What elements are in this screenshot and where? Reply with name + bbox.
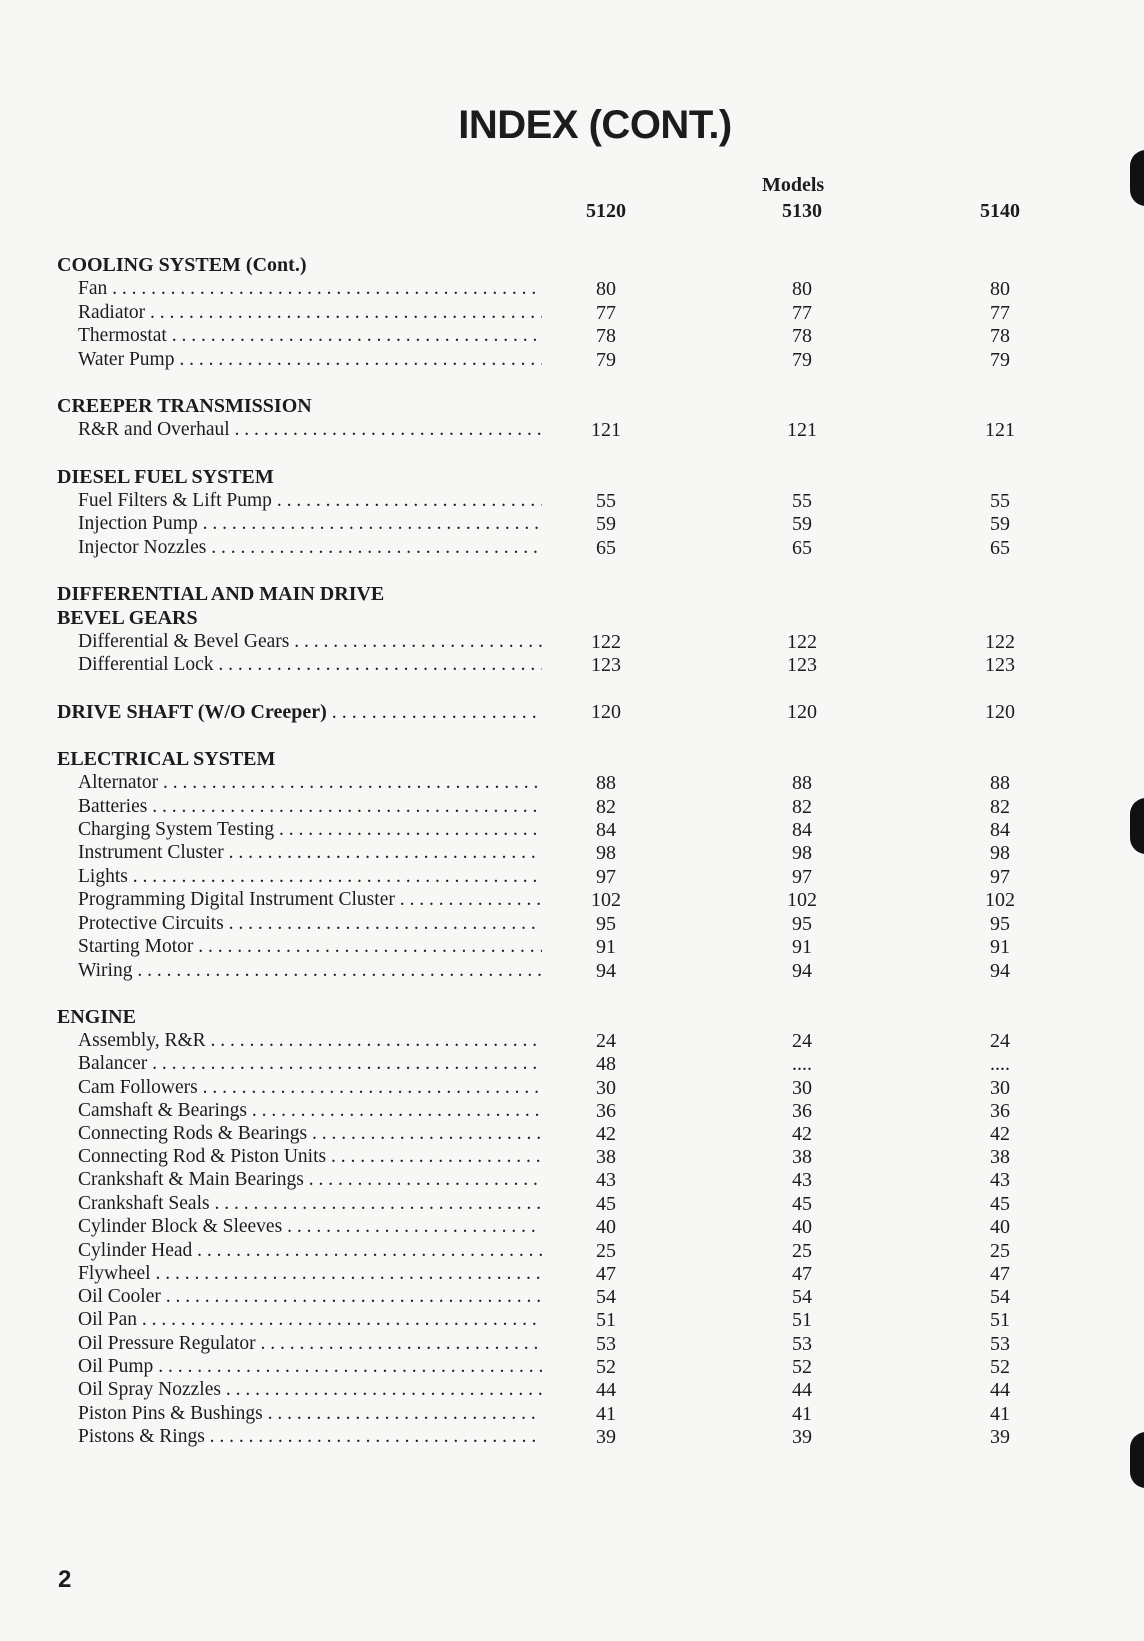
index-entry-label: Starting Motor . . . [78, 935, 542, 959]
section-tab-marker [1130, 1432, 1144, 1488]
section-entry-text: DRIVE SHAFT (W/O Creeper) [57, 701, 327, 723]
page-ref-5140: 95 [990, 913, 1010, 935]
page-ref-5120: 102 [591, 889, 621, 911]
section-heading-row [0, 1005, 1144, 1029]
index-entry-label: Injection Pump . . . [78, 512, 542, 536]
page-ref-5120: 25 [596, 1240, 616, 1262]
page-ref-5120: 94 [596, 960, 616, 982]
page-ref-5130: 79 [792, 349, 812, 371]
page-ref-5130: 98 [792, 842, 812, 864]
index-entry-row [0, 795, 1144, 819]
page-ref-5140: 30 [990, 1077, 1010, 1099]
index-entry-label: Cylinder Head . . . [78, 1239, 542, 1263]
page-ref-5120: 122 [591, 631, 621, 653]
section-heading: ELECTRICAL SYSTEM [57, 748, 276, 770]
page-ref-5140: 41 [990, 1403, 1010, 1425]
index-entry-label: Flywheel . . . [78, 1262, 542, 1286]
page-number: 2 [58, 1566, 72, 1593]
page-ref-5130: 25 [792, 1240, 812, 1262]
index-entry-label: Assembly, R&R . . . [78, 1029, 542, 1053]
page-ref-5130: 120 [787, 701, 817, 723]
page-ref-5130: 88 [792, 772, 812, 794]
index-entry-row [0, 935, 1144, 959]
page-ref-5130: 94 [792, 960, 812, 982]
page-ref-5130: 78 [792, 325, 812, 347]
index-entry-row [0, 841, 1144, 865]
index-entry-row [0, 912, 1144, 936]
index-entry-label: Crankshaft & Main Bearings . . . [78, 1168, 542, 1192]
section-heading: DIESEL FUEL SYSTEM [57, 466, 274, 488]
page-ref-5120: 120 [591, 701, 621, 723]
index-entry-label: Charging System Testing . . . [78, 818, 542, 842]
page-ref-5140: 36 [990, 1100, 1010, 1122]
index-entry-row [0, 536, 1144, 560]
models-label: Models [762, 174, 825, 196]
index-entry-label: Fan . . . [78, 277, 542, 301]
index-entry-label: Oil Pump . . . [78, 1355, 542, 1379]
section-entry-label [57, 700, 542, 724]
page-ref-5140: 82 [990, 796, 1010, 818]
page-ref-5130: 40 [792, 1216, 812, 1238]
index-entry-label: Injector Nozzles . . . [78, 536, 542, 560]
page-ref-5130: 44 [792, 1379, 812, 1401]
page-ref-5140: 44 [990, 1379, 1010, 1401]
page-ref-5120: 88 [596, 772, 616, 794]
page-ref-5130: 24 [792, 1030, 812, 1052]
index-entry-label: Connecting Rods & Bearings . . . [78, 1122, 542, 1146]
page-ref-5130: 54 [792, 1286, 812, 1308]
index-entry-label: Balancer . . . [78, 1052, 542, 1076]
page-ref-5120: 55 [596, 490, 616, 512]
index-entry-label: Lights . . . [78, 865, 542, 889]
index-entry-row [0, 771, 1144, 795]
section-heading-row [0, 582, 1144, 606]
index-entry-row [0, 1425, 1144, 1449]
index-entry-row [0, 865, 1144, 889]
page-ref-5120: 78 [596, 325, 616, 347]
index-entry-label: Thermostat . . . [78, 324, 542, 348]
index-entry-label: Crankshaft Seals . . . [78, 1192, 542, 1216]
index-entry-label: Batteries . . . [78, 795, 542, 819]
index-entry-row [0, 1168, 1144, 1192]
index-entry-label: Instrument Cluster . . . [78, 841, 542, 865]
section-tab-marker [1130, 798, 1144, 854]
page-ref-5120: 54 [596, 1286, 616, 1308]
page-ref-5120: 38 [596, 1146, 616, 1168]
page-ref-5120: 53 [596, 1333, 616, 1355]
page-ref-5130: 121 [787, 419, 817, 441]
page-ref-5140: 97 [990, 866, 1010, 888]
column-header-5130: 5130 [782, 200, 822, 222]
index-entry-label: Water Pump . . . [78, 348, 542, 372]
section-heading-row [0, 747, 1144, 771]
page-ref-5130: 55 [792, 490, 812, 512]
column-header-5140: 5140 [980, 200, 1020, 222]
index-entry-row [0, 630, 1144, 654]
page-ref-5120: 40 [596, 1216, 616, 1238]
index-entry-label: Oil Pan . . . [78, 1308, 542, 1332]
index-entry-row [0, 888, 1144, 912]
page-ref-5140: 39 [990, 1426, 1010, 1448]
page-ref-5120: 79 [596, 349, 616, 371]
page-ref-5140: 84 [990, 819, 1010, 841]
page-ref-5120: 65 [596, 537, 616, 559]
index-entry-label: Programming Digital Instrument Cluster . . . [78, 888, 542, 912]
page-ref-5140: 78 [990, 325, 1010, 347]
page-ref-5130: 122 [787, 631, 817, 653]
index-entry-row [0, 1052, 1144, 1076]
page-ref-5130: 45 [792, 1193, 812, 1215]
page-ref-5120: 30 [596, 1077, 616, 1099]
page-ref-5130: 80 [792, 278, 812, 300]
page-ref-5130: 38 [792, 1146, 812, 1168]
page-ref-5140: 55 [990, 490, 1010, 512]
index-entry-row [0, 348, 1144, 372]
index-entry-label: Fuel Filters & Lift Pump . . . [78, 489, 542, 513]
section-heading-row [0, 606, 1144, 630]
page-ref-5120: 51 [596, 1309, 616, 1331]
page-ref-5140: 121 [985, 419, 1015, 441]
page-ref-5140: 24 [990, 1030, 1010, 1052]
page-ref-5120: 39 [596, 1426, 616, 1448]
page-ref-5130: 41 [792, 1403, 812, 1425]
page-ref-5120: 52 [596, 1356, 616, 1378]
section-heading: ENGINE [57, 1006, 136, 1028]
index-entry-row [0, 301, 1144, 325]
index-entry-label: Oil Cooler . . . [78, 1285, 542, 1309]
section-heading: CREEPER TRANSMISSION [57, 395, 312, 417]
index-entry-label: R&R and Overhaul . . . [78, 418, 542, 442]
section-heading: DIFFERENTIAL AND MAIN DRIVE [57, 583, 385, 605]
index-entry-row [0, 1355, 1144, 1379]
page-ref-5120: 36 [596, 1100, 616, 1122]
page-ref-5140: 54 [990, 1286, 1010, 1308]
index-entry-row [0, 1308, 1144, 1332]
section-heading: COOLING SYSTEM (Cont.) [57, 254, 307, 276]
index-entry-row [0, 1378, 1144, 1402]
page-ref-5120: 95 [596, 913, 616, 935]
index-entry-label: Radiator . . . [78, 301, 542, 325]
page-ref-5130: 102 [787, 889, 817, 911]
index-entry-label: Camshaft & Bearings . . . [78, 1099, 542, 1123]
page-ref-5120: 47 [596, 1263, 616, 1285]
page-ref-5140: .... [990, 1053, 1010, 1075]
page-ref-5140: 123 [985, 654, 1015, 676]
column-header-5120: 5120 [586, 200, 626, 222]
page-ref-5140: 120 [985, 701, 1015, 723]
index-entry-row [0, 1402, 1144, 1426]
page-ref-5120: 123 [591, 654, 621, 676]
index-entry-row [0, 1262, 1144, 1286]
page-ref-5130: .... [792, 1053, 812, 1075]
page-ref-5120: 82 [596, 796, 616, 818]
section-heading-row [0, 394, 1144, 418]
page-ref-5130: 82 [792, 796, 812, 818]
page-ref-5130: 123 [787, 654, 817, 676]
page-ref-5130: 52 [792, 1356, 812, 1378]
index-entry-label: Protective Circuits . . . [78, 912, 542, 936]
page-ref-5140: 51 [990, 1309, 1010, 1331]
index-entry-row [0, 489, 1144, 513]
page-ref-5140: 102 [985, 889, 1015, 911]
page-ref-5140: 47 [990, 1263, 1010, 1285]
index-entry-label: Oil Pressure Regulator . . . [78, 1332, 542, 1356]
page-ref-5130: 30 [792, 1077, 812, 1099]
index-entry-row [0, 1122, 1144, 1146]
page-ref-5120: 84 [596, 819, 616, 841]
page-ref-5130: 84 [792, 819, 812, 841]
index-entry-label: Oil Spray Nozzles . . . [78, 1378, 542, 1402]
section-tab-marker [1130, 150, 1144, 206]
index-entry-row [0, 324, 1144, 348]
index-entry-label: Connecting Rod & Piston Units . . . [78, 1145, 542, 1169]
page-ref-5130: 97 [792, 866, 812, 888]
page-ref-5140: 53 [990, 1333, 1010, 1355]
index-entry-row [0, 1239, 1144, 1263]
page-ref-5120: 97 [596, 866, 616, 888]
page-ref-5120: 43 [596, 1169, 616, 1191]
index-entry-row [0, 1029, 1144, 1053]
page-ref-5130: 59 [792, 513, 812, 535]
page-ref-5140: 80 [990, 278, 1010, 300]
index-entry-label: Piston Pins & Bushings . . . [78, 1402, 542, 1426]
page-ref-5140: 45 [990, 1193, 1010, 1215]
page-ref-5130: 39 [792, 1426, 812, 1448]
index-entry-label: Differential Lock . . . [78, 653, 542, 677]
section-heading-row [0, 465, 1144, 489]
page-ref-5120: 45 [596, 1193, 616, 1215]
page-ref-5130: 42 [792, 1123, 812, 1145]
page-ref-5140: 38 [990, 1146, 1010, 1168]
page-ref-5140: 94 [990, 960, 1010, 982]
page-ref-5120: 42 [596, 1123, 616, 1145]
page-ref-5130: 95 [792, 913, 812, 935]
section-heading: BEVEL GEARS [57, 607, 198, 629]
page-ref-5130: 51 [792, 1309, 812, 1331]
page-ref-5130: 36 [792, 1100, 812, 1122]
page-ref-5120: 98 [596, 842, 616, 864]
index-entry-row [0, 1192, 1144, 1216]
page-ref-5120: 59 [596, 513, 616, 535]
index-entry-row [0, 1285, 1144, 1309]
index-entry-label: Differential & Bevel Gears . . . [78, 630, 542, 654]
page-ref-5140: 79 [990, 349, 1010, 371]
page-ref-5140: 42 [990, 1123, 1010, 1145]
index-entry-row [0, 277, 1144, 301]
index-entry-row [0, 1145, 1144, 1169]
index-entry-row [0, 818, 1144, 842]
index-entry-row [0, 1099, 1144, 1123]
index-entry-row [0, 418, 1144, 442]
page-ref-5140: 91 [990, 936, 1010, 958]
index-entry-label: Cylinder Block & Sleeves . . . [78, 1215, 542, 1239]
index-entry-label: Alternator . . . [78, 771, 542, 795]
page-ref-5120: 91 [596, 936, 616, 958]
page-ref-5130: 65 [792, 537, 812, 559]
index-entry-label: Cam Followers . . . [78, 1076, 542, 1100]
page-ref-5140: 98 [990, 842, 1010, 864]
section-heading-row [0, 253, 1144, 277]
page-ref-5120: 48 [596, 1053, 616, 1075]
section-entry-row [0, 700, 1144, 724]
page-ref-5140: 65 [990, 537, 1010, 559]
index-entry-row [0, 1332, 1144, 1356]
page-ref-5140: 52 [990, 1356, 1010, 1378]
page-ref-5120: 80 [596, 278, 616, 300]
index-entry-label: Wiring . . . [78, 959, 542, 983]
page-ref-5120: 121 [591, 419, 621, 441]
index-entry-row [0, 653, 1144, 677]
page-ref-5130: 47 [792, 1263, 812, 1285]
page-ref-5140: 43 [990, 1169, 1010, 1191]
page-ref-5140: 122 [985, 631, 1015, 653]
page-title: INDEX (CONT.) [458, 103, 732, 147]
page-ref-5130: 43 [792, 1169, 812, 1191]
index-entry-row [0, 959, 1144, 983]
page-ref-5140: 25 [990, 1240, 1010, 1262]
page-ref-5120: 24 [596, 1030, 616, 1052]
index-entry-row [0, 512, 1144, 536]
page-ref-5120: 44 [596, 1379, 616, 1401]
page-ref-5130: 77 [792, 302, 812, 324]
page-ref-5140: 88 [990, 772, 1010, 794]
page-ref-5140: 77 [990, 302, 1010, 324]
page-ref-5120: 41 [596, 1403, 616, 1425]
page-ref-5130: 53 [792, 1333, 812, 1355]
index-entry-label: Pistons & Rings . . . [78, 1425, 542, 1449]
index-entry-row [0, 1076, 1144, 1100]
page-ref-5140: 40 [990, 1216, 1010, 1238]
page-ref-5140: 59 [990, 513, 1010, 535]
page-ref-5120: 77 [596, 302, 616, 324]
page-ref-5130: 91 [792, 936, 812, 958]
index-entry-row [0, 1215, 1144, 1239]
